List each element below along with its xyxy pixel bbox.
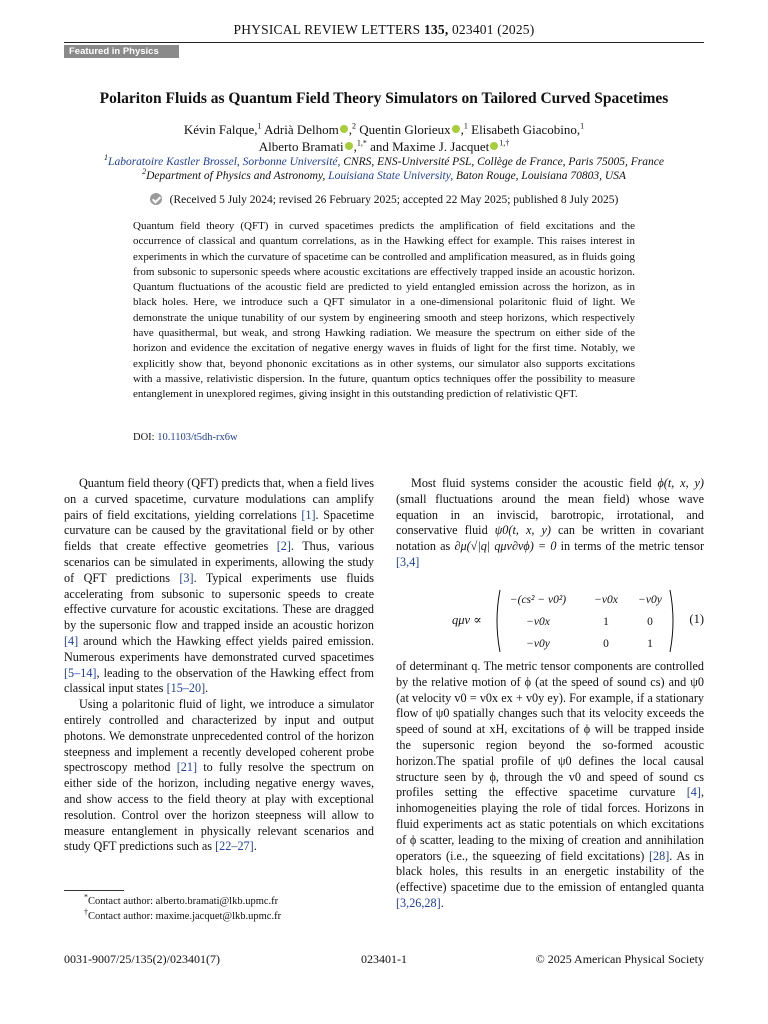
author-bramati-sup: 1,* bbox=[356, 138, 367, 148]
orcid-icon[interactable] bbox=[452, 125, 460, 133]
affiliation-2-pre: Department of Physics and Astronomy, bbox=[146, 170, 326, 182]
footnote-text: Contact author: maxime.jacquet@lkb.upmc.fr bbox=[88, 911, 282, 922]
citation-link[interactable]: [4] bbox=[64, 633, 79, 648]
header-rule bbox=[64, 42, 704, 43]
affiliation-2-link[interactable]: Louisiana State University, bbox=[328, 170, 454, 182]
left-paren bbox=[497, 590, 500, 652]
affiliation-2-rest: Baton Rouge, Louisiana 70803, USA bbox=[455, 170, 626, 182]
featured-badge[interactable]: Featured in Physics bbox=[64, 45, 179, 58]
article-number: 023401 (2025) bbox=[451, 22, 535, 37]
affiliation-1 bbox=[0, 155, 768, 170]
text: (small fluctuations around the mean field) whose wave equation in an inviscid, barotropic, irrotational, and conservative fluid bbox=[396, 491, 704, 538]
affiliation-1-link[interactable]: Laboratoire Kastler Brossel, Sorbonne Université, bbox=[108, 156, 341, 168]
author-delhom-sup: 2 bbox=[352, 121, 357, 131]
citation-link[interactable]: [4] bbox=[686, 785, 701, 800]
text: , leading to the observation of the Hawking effect from classical input states bbox=[64, 665, 374, 696]
affiliation-1-num: 1 bbox=[104, 153, 109, 163]
matrix-cell: 0 bbox=[603, 638, 609, 650]
footnote-rule bbox=[64, 890, 124, 891]
equation-number: (1) bbox=[689, 612, 704, 626]
citation-link[interactable]: [22–27] bbox=[215, 839, 254, 854]
matrix-cell: 0 bbox=[647, 616, 653, 628]
text: Most fluid systems consider the acoustic field bbox=[411, 476, 652, 490]
text: , inhomogeneities playing the role of tidal forces. Horizons in fluid experiments act as static potentials on which excitations of ϕ scatter, leading to the mixing of creation and annihilation operators (i.e., the squeezing of field excitations) bbox=[396, 785, 704, 863]
matrix-cell: −v0y bbox=[526, 638, 550, 650]
author-falque-sup: 1 bbox=[257, 121, 262, 131]
orcid-icon[interactable] bbox=[490, 142, 498, 150]
orcid-icon[interactable] bbox=[340, 125, 348, 133]
author-and: and bbox=[370, 139, 389, 154]
matrix-cell: −v0x bbox=[526, 616, 550, 628]
paper-title: Polariton Fluids as Quantum Field Theory Simulators on Tailored Curved Spacetimes bbox=[99, 90, 669, 107]
text: . bbox=[440, 895, 444, 910]
body-column-right bbox=[396, 476, 704, 571]
affiliation-2-num: 2 bbox=[142, 167, 147, 177]
matrix-cell: −(cs² − v0²) bbox=[509, 594, 567, 606]
citation-link[interactable]: [15–20] bbox=[166, 681, 206, 696]
affiliation-1-rest: CNRS, ENS-Université PSL, Collège de France, Paris 75005, France bbox=[343, 156, 664, 168]
author-giacobino: Elisabeth Giacobino, bbox=[471, 122, 581, 137]
author-giacobino-sup: 1 bbox=[580, 121, 585, 131]
doi-link[interactable]: 10.1103/t5dh-rx6w bbox=[157, 432, 238, 443]
paragraph bbox=[64, 476, 374, 697]
text: around which the Hawking effect yields paired emission. Numerous experiments have demonstrated curved spacetimes bbox=[64, 633, 374, 664]
text: . bbox=[205, 681, 209, 696]
matrix-cell: −v0x bbox=[594, 594, 618, 606]
matrix-cell: −v0y bbox=[638, 594, 662, 606]
journal-name: PHYSICAL REVIEW LETTERS bbox=[233, 22, 421, 37]
paragraph bbox=[64, 697, 374, 855]
matrix-cell: 1 bbox=[603, 616, 609, 628]
paragraph bbox=[396, 659, 704, 912]
text: can be written in covariant notation as bbox=[396, 523, 704, 554]
author-jacquet-sup: 1,† bbox=[499, 138, 510, 148]
text: . bbox=[253, 839, 257, 854]
text: in terms of the metric tensor bbox=[560, 539, 705, 554]
author-line-2: Alberto Bramati ,$^{1,*}$ and Maxime J. Jacquet $^{1,\dagger}$ bbox=[258, 138, 510, 154]
citation-link[interactable]: [21] bbox=[176, 760, 198, 775]
metric-matrix bbox=[494, 588, 676, 654]
footer-code: 0031-9007/25/135(2)/023401(7) bbox=[64, 952, 220, 966]
author-glorieux: Quentin Glorieux bbox=[359, 122, 451, 137]
orcid-icon[interactable] bbox=[345, 142, 353, 150]
equation-lhs: qμν ∝ bbox=[452, 613, 482, 627]
journal-header bbox=[0, 22, 768, 38]
text: of determinant q. The metric tensor components are controlled by the relative motion of ϕ (at the speed of sound cs) and ψ0 (at velocity v0 = v0x ex + v0y ey). For example, if a stationary flow of ψ0 spatially changes such that its velocity exceeds the speed of sound at xH, excitations of ϕ will be trapped inside the supersonic region beyond the so-formed acoustic horizon.The spatial profile of ψ0 defines the local causal structure seen by ϕ, through the v0 and speed of sound cs profiles setting the effective spacetime curvature bbox=[396, 659, 704, 800]
received-text: (Received 5 July 2024; revised 26 February 2025; accepted 22 May 2025; published 8 July 2025) bbox=[169, 194, 619, 206]
text: Quantum field theory (QFT) predicts that, when a field lives on a curved spacetime, curvature modulations can amplify pairs of field excitations, yielding correlations bbox=[64, 476, 374, 522]
paragraph bbox=[396, 476, 704, 571]
citation-link[interactable]: [3,26,28] bbox=[396, 895, 441, 910]
citation-link[interactable]: [28] bbox=[648, 848, 670, 863]
text: . Typical experiments use fluids accelerating from subsonic to supersonic speeds to create effective curvature for acoustic excitations. These are dragged by the supersonic flow and trapped inside an acoustic horizon bbox=[64, 570, 374, 633]
right-paren bbox=[670, 590, 673, 652]
doi-label: DOI: bbox=[133, 432, 155, 443]
journal-volume: 135, bbox=[423, 22, 449, 37]
footnote-2 bbox=[84, 907, 282, 922]
citation-link[interactable]: [3] bbox=[179, 570, 194, 585]
body-column-right-continued bbox=[396, 659, 704, 912]
footnote-1 bbox=[84, 892, 279, 907]
affiliation-2 bbox=[0, 169, 768, 184]
matrix-cell: 1 bbox=[647, 638, 653, 650]
author-jacquet: Maxime J. Jacquet bbox=[392, 139, 490, 154]
text: . Spacetime curvature can be caused by the gravitational field or by other fields that create effective geometries bbox=[64, 507, 374, 554]
citation-link[interactable]: [3,4] bbox=[396, 554, 420, 569]
author-delhom: Adrià Delhom bbox=[264, 122, 339, 137]
citation-link[interactable]: [5–14] bbox=[64, 665, 97, 680]
author-glorieux-sup: 1 bbox=[463, 121, 468, 131]
math: ϕ(t, x, y) bbox=[657, 476, 704, 490]
page-number: 023401-1 bbox=[361, 952, 407, 966]
footnote-mark: † bbox=[84, 907, 88, 917]
body-column-left bbox=[64, 476, 374, 855]
abstract: Quantum field theory (QFT) in curved spacetimes predicts the amplification of field excitations and the occurrence of classical and quantum correlations, as in the Hawking effect for example. This raises interest in experiments in which the curvature of spacetime can be controlled and amplification measured, as in fluids going from subsonic to supersonic speeds where acoustic excitations are effectively trapped inside an acoustic horizon. Quantum fluctuations of the acoustic field are predicted to yield entangled emission across the horizon, as in black holes. Here, we introduce such a QFT simulator in a one-dimensional polaritonic fluid of light. We demonstrate the unique tunability of our system by engineering smooth and steep horizons, which respectively have quasithermal, but weak, and strong Hawking radiation. We measure the spectrum on either side of the horizon and evidence the excitation of negative energy waves in fluids of light for the first time. Notably, we explicitly show that, beyond phononic excitations as in other systems, our simulator also supports excitations with a massive, relativistic dispersion. In the future, quantum optics techniques offer the possibility to measure entanglement in unexplored regimes, giving insight in this outstanding prediction of relativistic QFT. bbox=[133, 220, 635, 401]
received-dates bbox=[0, 193, 768, 206]
text: to fully resolve the spectrum on either side of the horizon, including negative energy waves, and show access to the field theory at play with exceptional resolution. Control over the horizon steepness will allow to measure entanglement in physically relevant scenarios and study QFT predictions such as bbox=[64, 760, 375, 854]
math: ψ0(t, x, y) bbox=[494, 523, 551, 538]
author-bramati: Alberto Bramati bbox=[258, 139, 344, 154]
author-falque: Kévin Falque, bbox=[183, 122, 258, 137]
math: ∂μ(√|q| qμν∂νϕ) = 0 bbox=[454, 539, 557, 554]
doi bbox=[133, 432, 238, 443]
equation-1 bbox=[396, 588, 704, 656]
text: . As in black holes, this results in an energetic instability of the (effective) spacetime due to the emission of entangled quanta bbox=[396, 848, 705, 895]
citation-link[interactable]: [1] bbox=[301, 507, 316, 522]
text: Using a polaritonic fluid of light, we introduce a simulator entirely controlled and characterized by input and output photons. We demonstrate unprecedented control of the horizon steepness and implement a recently developed coherent probe spectroscopy method bbox=[64, 697, 374, 775]
author-line-1: Kévin Falque,$^1$ Adrià Delhom ,$^2$ Quentin Glorieux ,$^1$ Elisabeth Giacobino,$^1$ bbox=[183, 121, 585, 137]
citation-link[interactable]: [2] bbox=[276, 539, 291, 554]
footnote-mark: * bbox=[84, 892, 88, 902]
check-for-updates-icon[interactable] bbox=[150, 193, 162, 205]
text: . Thus, various scenarios can be simulated in experiments, allowing the study of QFT predictions bbox=[64, 539, 374, 585]
footnote-text: Contact author: alberto.bramati@lkb.upmc.fr bbox=[88, 896, 279, 907]
copyright: © 2025 American Physical Society bbox=[535, 952, 704, 966]
